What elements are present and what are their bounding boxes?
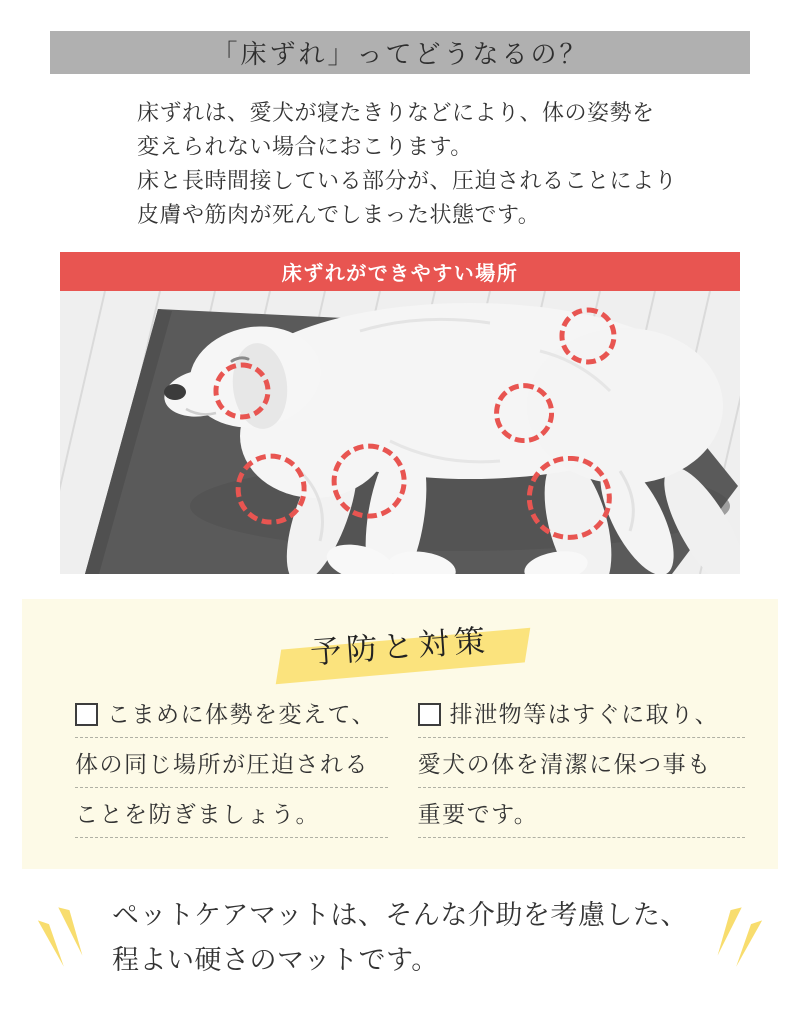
prevention-item-2-line-1 <box>418 701 745 738</box>
pressure-spot-front-elbow <box>331 443 406 518</box>
prevention-item-1-line-3: ことを防ぎましょう。 <box>75 801 388 838</box>
footer-line-1: ペットケアマットは、そんな介助を考慮した、 <box>112 900 688 930</box>
intro-line-2: 変えられない場合におこります。 <box>137 134 473 159</box>
prevention-title-text: 予防と対策 <box>309 622 492 671</box>
prevention-item-2-line-2: 愛犬の体を清潔に保つ事も <box>418 751 745 788</box>
dog-photo <box>60 291 740 574</box>
prevention-item-1-line-1 <box>75 701 388 738</box>
page <box>0 31 800 1026</box>
intro-text <box>137 96 740 232</box>
prevention-item-2-line-3: 重要です。 <box>418 801 745 838</box>
prevention-item-2-text-1: 排泄物等はすぐに取り、 <box>449 701 720 727</box>
pressure-spot-hip <box>560 307 617 364</box>
intro-line-3: 床と長時間接している部分が、圧迫されることにより <box>137 168 678 193</box>
section-title-bar <box>50 31 750 74</box>
prevention-item-1-text-1: こまめに体勢を変えて、 <box>107 701 377 727</box>
pressure-spot-front-paw <box>235 454 306 525</box>
pressure-spots-figure <box>60 252 740 574</box>
prevention-item-1 <box>75 701 388 851</box>
prevention-title <box>22 613 778 677</box>
prevention-item-2 <box>418 701 745 851</box>
photo-banner-label: 床ずれができやすい場所 <box>281 263 519 285</box>
pressure-spot-circles <box>60 291 740 574</box>
footer-note <box>0 893 800 1003</box>
checkbox-icon <box>418 703 441 726</box>
prevention-box <box>22 599 778 869</box>
checkbox-icon <box>75 703 98 726</box>
pressure-spot-cheek-ear <box>214 362 271 419</box>
emphasis-marks-left-icon <box>36 905 88 971</box>
pressure-spot-flank <box>494 383 554 443</box>
photo-banner <box>60 252 740 291</box>
pressure-spot-hind-hock <box>527 456 611 540</box>
prevention-columns <box>22 701 778 851</box>
prevention-item-1-line-2: 体の同じ場所が圧迫される <box>75 751 388 788</box>
intro-line-4: 皮膚や筋肉が死んでしまった状態です。 <box>137 202 541 227</box>
footer-text <box>112 893 688 983</box>
intro-line-1: 床ずれは、愛犬が寝たきりなどにより、体の姿勢を <box>137 100 655 125</box>
footer-line-2: 程よい硬さのマットです。 <box>112 945 439 975</box>
emphasis-marks-right-icon <box>712 905 764 971</box>
section-title: 「床ずれ」ってどうなるの？ <box>211 39 589 69</box>
